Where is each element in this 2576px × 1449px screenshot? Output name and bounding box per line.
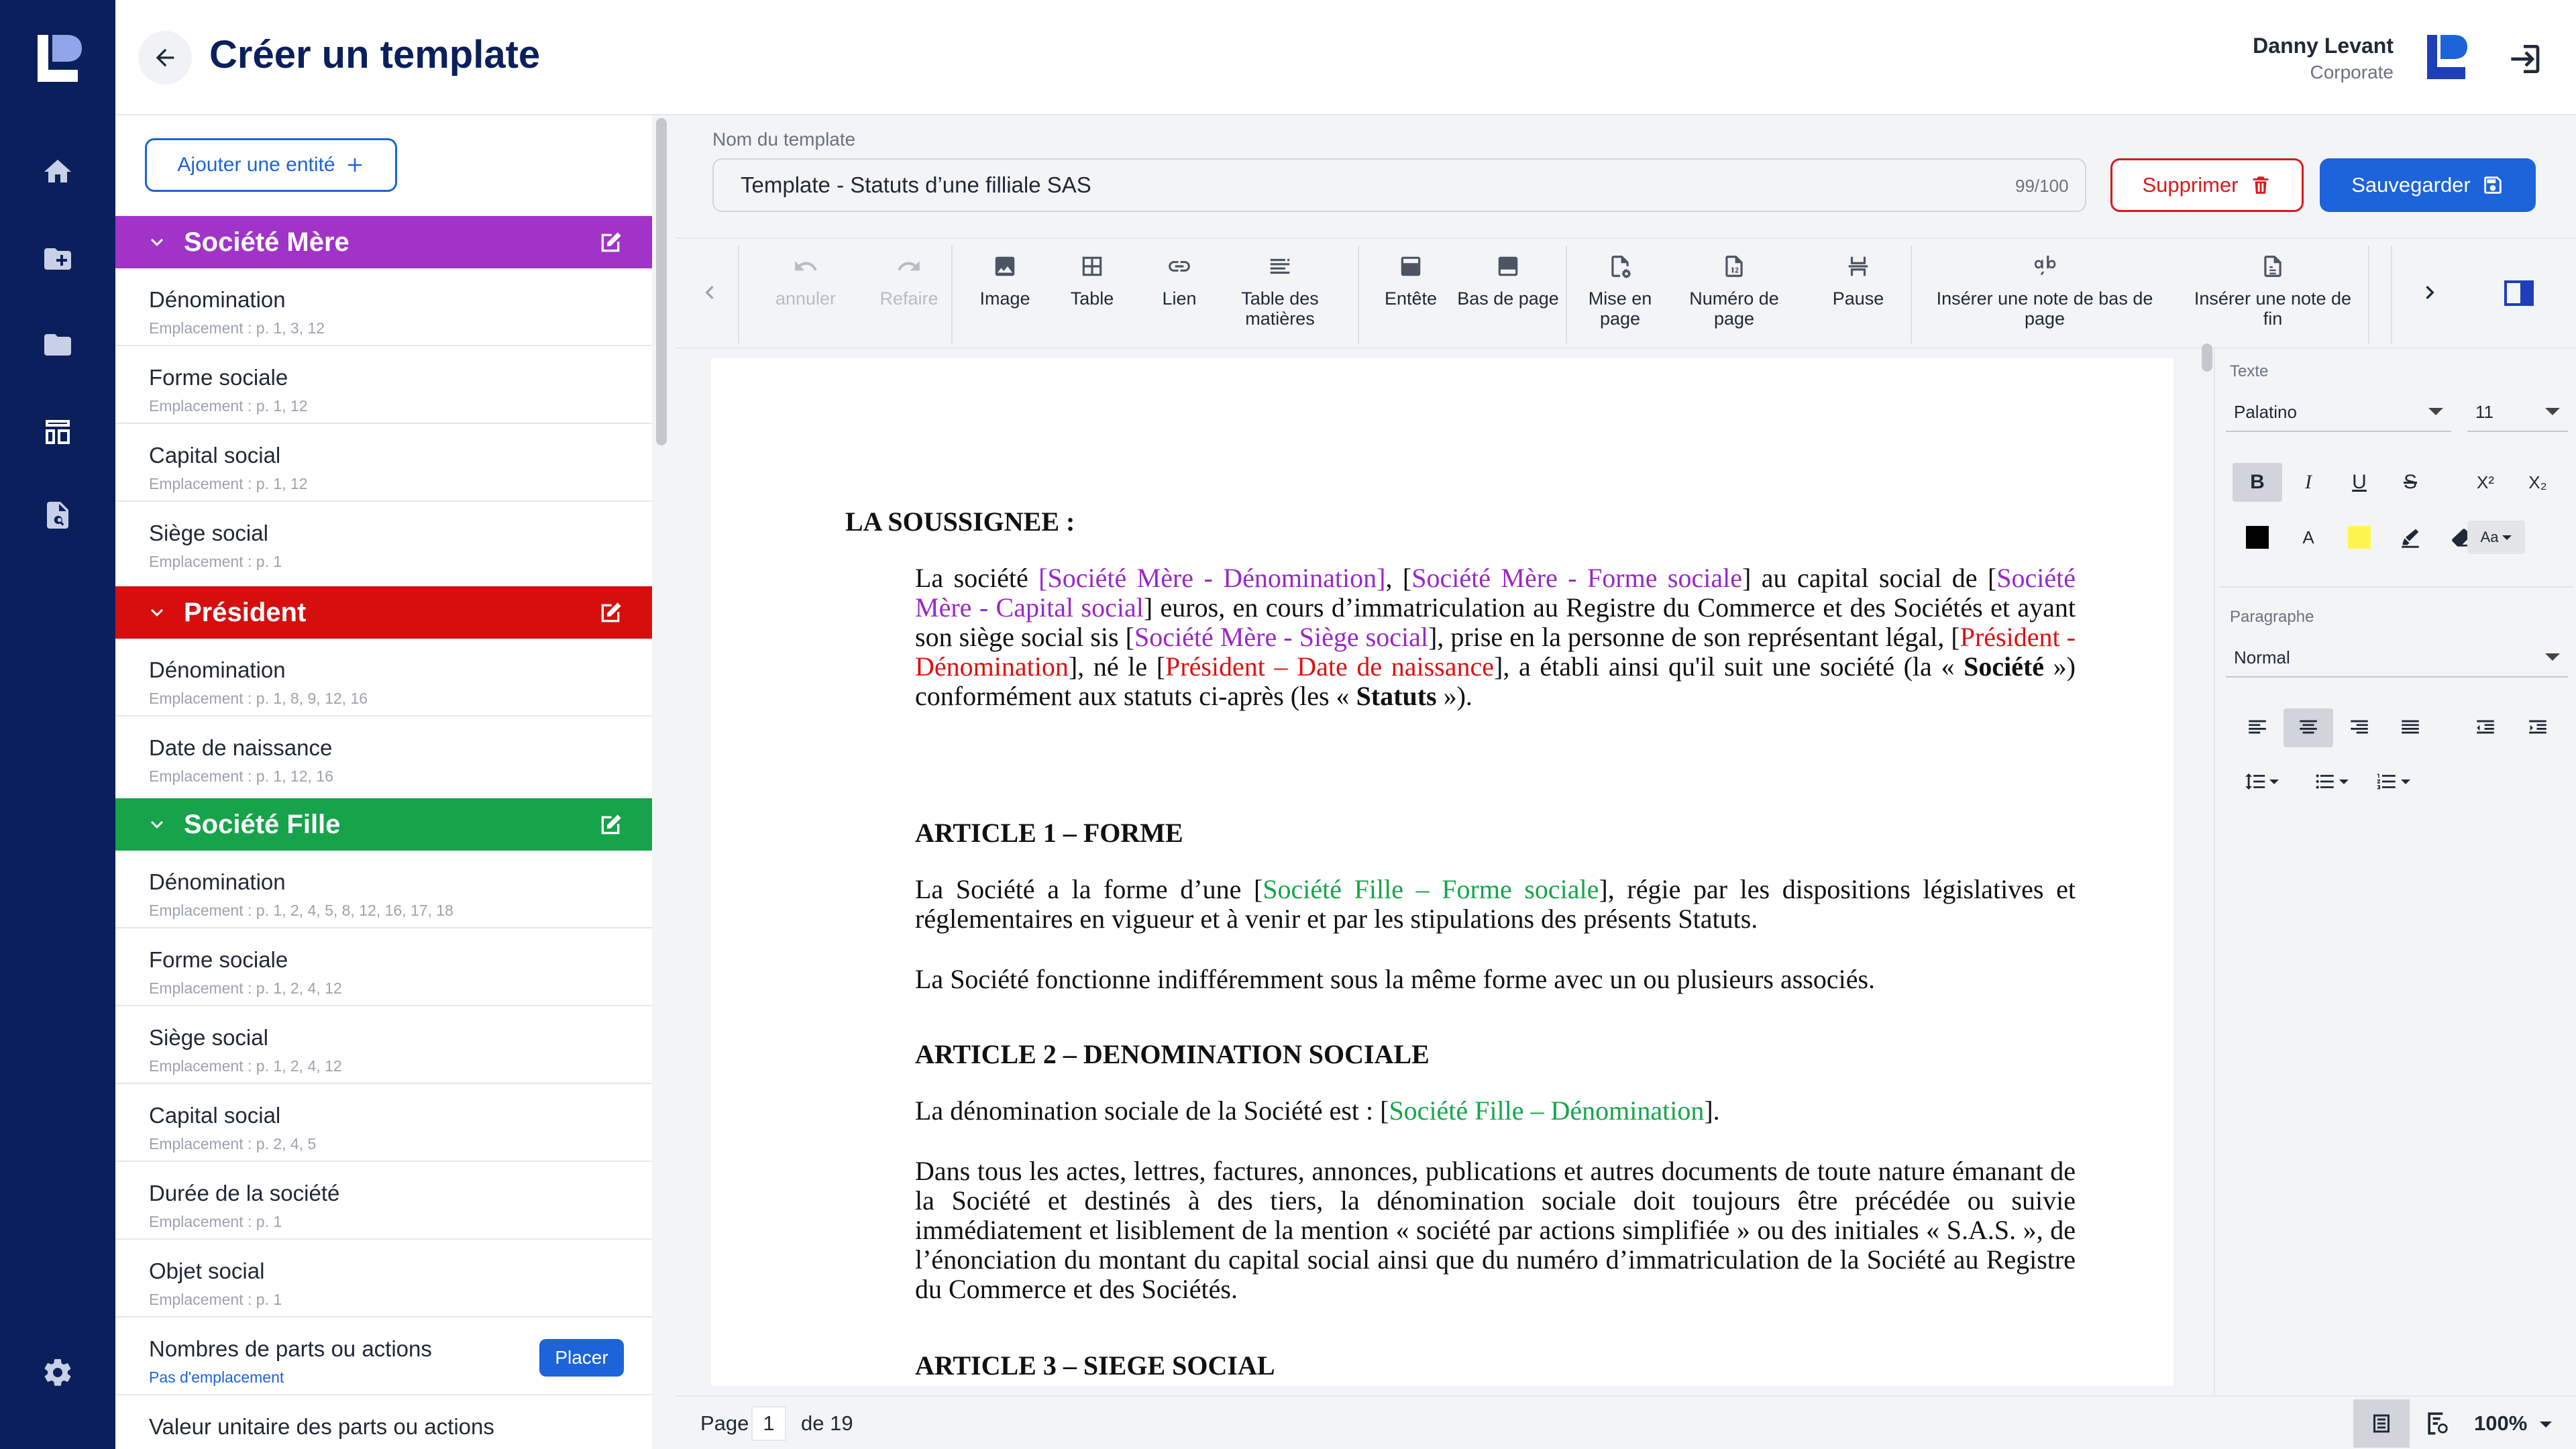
font-color-button[interactable]: A — [2302, 527, 2314, 547]
footnote-label-line2: page — [2024, 309, 2065, 329]
line-spacing-button[interactable] — [2233, 762, 2290, 801]
floppy-disk-icon — [2481, 174, 2504, 197]
field-name: Siège social — [149, 521, 268, 545]
font-size-value: 11 — [2475, 401, 2493, 422]
folder-icon[interactable] — [39, 326, 76, 364]
document-scrollbar[interactable] — [2202, 343, 2212, 372]
numbered-list-icon — [2375, 770, 2398, 793]
page-break-button[interactable] — [1818, 254, 1898, 309]
doc-heading-signatory: LA SOUSSIGNEE : — [845, 506, 1075, 537]
align-center-button[interactable] — [2284, 708, 2333, 747]
insert-footnote-button[interactable] — [1917, 254, 2172, 329]
field-name: Objet social — [149, 1258, 265, 1283]
section-header-president[interactable] — [115, 586, 652, 639]
trash-icon — [2249, 174, 2272, 197]
toolbar-separator — [2391, 246, 2392, 343]
plus-icon — [345, 155, 365, 175]
delete-label: Supprimer — [2142, 173, 2239, 197]
status-bar — [676, 1395, 2576, 1449]
doc-article-1-title: ARTICLE 1 – FORME — [915, 818, 1183, 848]
template-name-input[interactable] — [712, 158, 2086, 212]
insert-endnote-button[interactable] — [2179, 254, 2367, 329]
zoom-value: 100% — [2474, 1411, 2528, 1435]
field-tag-societe-mere-forme-sociale[interactable]: Société Mère - Forme sociale — [1411, 563, 1742, 593]
doc-text: ] euros, en cours d’immatriculation au Registre du Commerce et des Sociétés et ayant son siège social sis [ — [915, 592, 2076, 652]
doc-text: ]. — [1704, 1095, 1720, 1126]
field-tag-societe-mere-denomination[interactable]: [Société Mère - Dénomination] — [1038, 563, 1386, 593]
change-case-label: Aa — [2480, 529, 2499, 545]
doc-text: , [ — [1385, 563, 1412, 593]
chevron-down-icon — [145, 230, 169, 254]
doc-article-3-title: ARTICLE 3 – SIEGE SOCIAL — [915, 1350, 1275, 1381]
indent-button[interactable] — [2513, 708, 2563, 747]
doc-text: ») conformément aux statuts ci-après (les « — [915, 651, 2076, 711]
arrow-left-icon — [152, 44, 178, 71]
color-swatch-black — [2246, 526, 2269, 549]
template-name-counter: 99/100 — [2015, 176, 2069, 196]
field-tag-president-date-naissance[interactable]: Président – Date de naissance — [1165, 651, 1494, 682]
bold-button[interactable] — [2233, 463, 2282, 502]
change-case-button[interactable] — [2467, 521, 2525, 554]
field-location: Emplacement : p. 1, 8, 9, 12, 16 — [149, 690, 368, 707]
align-left-button[interactable] — [2233, 708, 2282, 747]
strikethrough-icon: S — [2403, 471, 2417, 493]
templates-icon[interactable] — [39, 413, 76, 451]
field-location: Emplacement : p. 1, 12, 16 — [149, 767, 333, 785]
field-location: Emplacement : p. 1, 12 — [149, 397, 308, 415]
header-label: Entête — [1384, 288, 1438, 309]
field-location: Emplacement : p. 1, 12 — [149, 475, 308, 492]
page-number-input[interactable]: 1 — [751, 1406, 786, 1441]
page-settings-icon — [1607, 254, 1633, 279]
align-left-icon — [2246, 716, 2269, 739]
toolbar-scroll-right-icon[interactable] — [2416, 279, 2443, 306]
footer-button[interactable] — [1441, 254, 1575, 309]
doc-text: ], a établi ainsi qu'il suit une société (la « — [1494, 651, 1964, 682]
page-footer-icon — [1495, 254, 1521, 279]
user-role: Corporate — [2310, 62, 2394, 83]
link-icon — [1167, 254, 1192, 279]
insert-image-button[interactable] — [965, 254, 1045, 309]
toolbar-separator — [1358, 246, 1359, 343]
toolbar-separator — [1566, 246, 1567, 343]
layout-label-line2: page — [1599, 309, 1641, 329]
home-icon[interactable] — [39, 153, 76, 191]
template-name-value: Template - Statuts d’une filliale SAS — [741, 172, 1091, 197]
field-location: Emplacement : p. 2, 4, 5 — [149, 1135, 317, 1152]
paragraph-section-label: Paragraphe — [2230, 608, 2314, 626]
caret-down-icon — [2545, 408, 2560, 415]
entity-panel — [115, 115, 652, 1449]
toggle-format-panel-icon[interactable] — [2504, 280, 2534, 306]
table-label: Table — [1070, 288, 1114, 309]
align-right-button[interactable] — [2334, 708, 2384, 747]
document-page[interactable] — [711, 358, 2174, 1386]
page-number-button[interactable] — [1677, 254, 1791, 329]
italic-icon: I — [2305, 471, 2312, 493]
field-name: Valeur unitaire des parts ou actions — [149, 1414, 494, 1439]
redo-button[interactable] — [865, 254, 953, 309]
toc-label-line1: Table des — [1241, 288, 1319, 309]
field-item[interactable] — [115, 424, 652, 502]
toolbar-separator — [951, 246, 953, 343]
image-label: Image — [979, 288, 1030, 309]
text-color-black-button[interactable] — [2233, 518, 2282, 557]
save-label: Sauvegarder — [2351, 173, 2471, 197]
toc-label-line2: matières — [1245, 309, 1315, 329]
edit-icon[interactable] — [597, 812, 624, 839]
print-layout-icon — [2369, 1411, 2394, 1436]
delete-button[interactable] — [2110, 158, 2304, 212]
doc-bold-text: Société — [1964, 651, 2045, 682]
field-item[interactable] — [115, 1395, 652, 1449]
user-name: Danny Levant — [2253, 34, 2394, 58]
field-name: Forme sociale — [149, 365, 288, 390]
caret-down-icon — [2545, 653, 2560, 661]
field-location: Emplacement : p. 1 — [149, 553, 282, 570]
page-number-icon — [1721, 254, 1747, 279]
field-item[interactable] — [115, 716, 652, 794]
caret-down-icon — [2401, 780, 2410, 784]
logout-icon[interactable] — [2505, 40, 2542, 78]
field-name: Siège social — [149, 1025, 268, 1050]
doc-article-2-title: ARTICLE 2 – DENOMINATION SOCIALE — [915, 1039, 1430, 1069]
caret-down-icon — [2502, 535, 2512, 540]
subscript-button[interactable]: X₂ — [2528, 472, 2547, 492]
numbered-list-button[interactable] — [2364, 762, 2422, 801]
doc-text: ], né le [ — [1068, 651, 1166, 682]
back-button[interactable] — [138, 31, 192, 85]
endnote-icon — [2260, 254, 2286, 279]
field-name: Dénomination — [149, 657, 286, 682]
outdent-button[interactable] — [2461, 708, 2510, 747]
doc-paragraph-art1-1 — [915, 875, 2076, 934]
field-item[interactable] — [115, 851, 652, 928]
field-item[interactable] — [115, 502, 652, 580]
field-location: Emplacement : p. 1, 2, 4, 5, 8, 12, 16, 17, 18 — [149, 902, 453, 919]
align-right-icon — [2348, 716, 2371, 739]
side-panel-scrollbar[interactable] — [656, 118, 667, 445]
field-tag-societe-fille-forme-sociale[interactable]: Société Fille – Forme sociale — [1263, 874, 1599, 904]
page-break-icon — [1845, 254, 1871, 279]
field-name: Capital social — [149, 443, 281, 468]
undo-label: annuler — [775, 288, 837, 309]
company-logo — [2424, 32, 2469, 82]
field-name: Date de naissance — [149, 735, 333, 760]
doc-bold-text: Statuts — [1356, 681, 1437, 711]
doc-text: ], prise en la personne de son représentant légal, [ — [1428, 622, 1960, 652]
chevron-down-icon — [145, 600, 169, 625]
page-total: de 19 — [801, 1411, 853, 1435]
paragraph-style-select[interactable] — [2226, 639, 2568, 678]
page-header-icon — [1398, 254, 1424, 279]
layout-label-line1: Mise en — [1588, 288, 1652, 309]
font-family-select[interactable] — [2226, 393, 2451, 432]
field-name: Capital social — [149, 1103, 281, 1128]
highlighter-button[interactable] — [2385, 518, 2435, 557]
field-location: Emplacement : p. 1, 2, 4, 12 — [149, 979, 342, 997]
endnote-label-line1: Insérer une note de — [2194, 288, 2352, 309]
field-location: Emplacement : p. 1 — [149, 1213, 282, 1230]
document-search-icon[interactable] — [39, 496, 76, 534]
section-header-societe-mere[interactable] — [115, 216, 652, 268]
field-item[interactable] — [115, 346, 652, 424]
caret-down-icon — [2269, 780, 2279, 784]
footnote-icon — [2032, 254, 2057, 279]
insert-toc-button[interactable] — [1213, 254, 1347, 329]
doc-text: La Société a la forme d’une [ — [915, 874, 1263, 904]
nav-rail — [0, 0, 115, 1449]
field-tag-societe-mere-capital-social[interactable]: Société Mère - Capital social — [915, 563, 2076, 623]
doc-text: ], régie par les dispositions législatives et réglementaires en vigueur et à venir et par les stipulations des présents Statuts. — [915, 874, 2076, 934]
page-number-label-line2: page — [1713, 309, 1755, 329]
settings-gear-icon[interactable] — [39, 1354, 76, 1391]
highlighter-icon — [2399, 526, 2422, 549]
field-name: Dénomination — [149, 869, 286, 894]
redo-label: Refaire — [879, 288, 938, 309]
undo-button[interactable] — [762, 254, 849, 309]
page-title: Créer un template — [209, 33, 541, 76]
paragraph-style-value: Normal — [2234, 647, 2290, 667]
endnote-label-line2: fin — [2263, 309, 2283, 329]
undo-icon — [793, 254, 818, 279]
editor-toolbar — [676, 237, 2576, 349]
bold-icon: B — [2250, 471, 2265, 493]
doc-paragraph-art1-2: La Société fonctionne indifféremment sous la même forme avec un ou plusieurs associés. — [915, 964, 1876, 994]
zoom-selector[interactable] — [2474, 1411, 2552, 1436]
align-center-icon — [2297, 716, 2320, 739]
page-layout-button[interactable] — [1576, 254, 1664, 329]
field-tag-societe-mere-siege-social[interactable]: Société Mère - Siège social — [1134, 622, 1428, 652]
align-justify-button[interactable] — [2385, 708, 2435, 747]
font-family-value: Palatino — [2234, 401, 2297, 422]
font-size-select[interactable] — [2467, 393, 2568, 432]
text-section-label: Texte — [2230, 362, 2269, 380]
doc-paragraph-intro — [915, 564, 2076, 711]
panel-divider — [2219, 586, 2573, 588]
template-name-label: Nom du template — [712, 129, 856, 150]
format-panel — [2214, 349, 2576, 1395]
underline-button[interactable] — [2334, 463, 2384, 502]
web-layout-icon[interactable] — [2423, 1409, 2453, 1438]
edit-icon[interactable] — [597, 229, 624, 256]
section-title: Président — [184, 597, 307, 627]
top-header — [115, 0, 2576, 115]
print-layout-view-button[interactable] — [2353, 1399, 2410, 1448]
section-title: Société Fille — [184, 809, 341, 839]
field-item[interactable] — [115, 268, 652, 346]
table-of-contents-icon — [1267, 254, 1293, 279]
caret-down-icon — [2540, 1421, 2552, 1428]
footnote-label-line1: Insérer une note de bas de — [1936, 288, 2153, 309]
toolbar-separator — [738, 246, 739, 343]
field-name: Durée de la société — [149, 1181, 340, 1205]
image-icon — [992, 254, 1018, 279]
save-button[interactable] — [2320, 158, 2536, 212]
field-tag-societe-fille-denomination[interactable]: Société Fille – Dénomination — [1389, 1095, 1705, 1126]
doc-paragraph-art2-1 — [915, 1096, 2076, 1126]
section-header-societe-fille[interactable] — [115, 798, 652, 851]
field-tag-president-denomination[interactable]: Président - Dénomination — [915, 622, 2076, 682]
doc-text: La société — [915, 563, 1039, 593]
align-justify-icon — [2399, 716, 2422, 739]
insert-link-button[interactable] — [1139, 254, 1220, 309]
edit-icon[interactable] — [597, 600, 624, 627]
toolbar-separator — [2368, 246, 2369, 343]
table-icon — [1079, 254, 1105, 279]
bulleted-list-icon — [2314, 770, 2337, 793]
doc-paragraph-art2-2: Dans tous les actes, lettres, factures, annonces, publications et autres documents de toute nature émanant de la Société et destinés à des tiers, la dénomination sociale doit toujours être précédée ou suivie immédiatement et lisiblement de la mention « société par actions simplifiée » ou des initiales « S.A.S. », de l’énonciation du montant du capital social ainsi que du numéro d’immatriculation de la Société au Registre du Commerce et des Sociétés. — [915, 1156, 2076, 1304]
caret-down-icon — [2339, 780, 2349, 784]
underline-icon: U — [2352, 471, 2367, 493]
page-number-label-line1: Numéro de — [1689, 288, 1779, 309]
indent-icon — [2526, 716, 2549, 739]
doc-text: La dénomination sociale de la Société est : [ — [915, 1095, 1389, 1126]
place-button[interactable]: Placer — [539, 1339, 624, 1377]
italic-button[interactable] — [2284, 463, 2333, 502]
field-item[interactable] — [115, 1162, 652, 1240]
field-name: Nombres de parts ou actions — [149, 1336, 432, 1361]
footer-label: Bas de page — [1457, 288, 1559, 309]
outdent-icon — [2474, 716, 2497, 739]
page-label: Page — [700, 1411, 749, 1435]
toolbar-scroll-left-icon[interactable] — [696, 279, 723, 306]
doc-text: »). — [1436, 681, 1472, 711]
app-logo[interactable] — [34, 32, 82, 86]
color-swatch-yellow — [2348, 526, 2371, 549]
caret-down-icon — [2428, 408, 2443, 415]
strikethrough-button[interactable] — [2385, 463, 2435, 502]
line-spacing-icon — [2244, 770, 2267, 793]
field-item[interactable] — [115, 1240, 652, 1318]
field-item[interactable] — [115, 1006, 652, 1084]
redo-icon — [896, 254, 922, 279]
add-entity-button[interactable] — [145, 138, 397, 192]
insert-table-button[interactable] — [1052, 254, 1132, 309]
field-name: Dénomination — [149, 287, 286, 312]
field-item[interactable] — [115, 928, 652, 1006]
field-name: Forme sociale — [149, 947, 288, 972]
field-location: Pas d'emplacement — [149, 1368, 284, 1386]
toolbar-separator — [1911, 246, 1912, 343]
field-location: Emplacement : p. 1, 2, 4, 12 — [149, 1057, 342, 1075]
field-location: Emplacement : p. 1 — [149, 1291, 282, 1308]
field-item[interactable] — [115, 639, 652, 716]
new-folder-icon[interactable] — [39, 240, 76, 278]
field-item[interactable] — [115, 1084, 652, 1162]
page-break-label: Pause — [1832, 288, 1884, 309]
chevron-down-icon — [145, 812, 169, 837]
doc-text: ] au capital social de [ — [1741, 563, 1997, 593]
section-title: Société Mère — [184, 227, 350, 257]
field-location: Emplacement : p. 1, 3, 12 — [149, 319, 325, 337]
superscript-button[interactable]: X² — [2477, 472, 2494, 492]
bulleted-list-button[interactable] — [2302, 762, 2360, 801]
link-label: Lien — [1162, 288, 1197, 309]
field-item[interactable] — [115, 1318, 652, 1395]
add-entity-label: Ajouter une entité — [177, 154, 335, 176]
highlight-yellow-button[interactable] — [2334, 518, 2384, 557]
